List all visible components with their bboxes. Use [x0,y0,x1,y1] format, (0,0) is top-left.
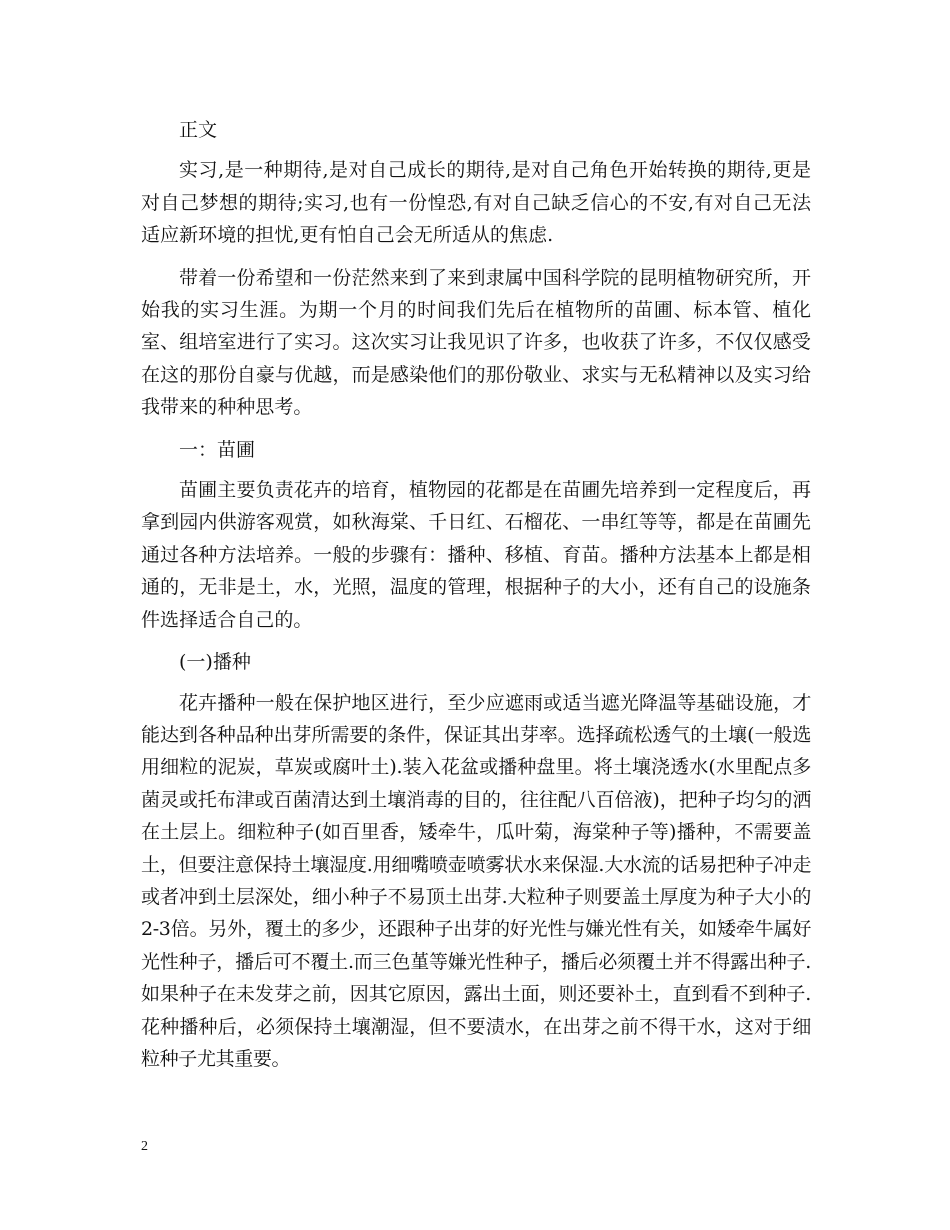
heading-nursery: 一：苗圃 [179,438,256,461]
page-number: 2 [141,1139,148,1154]
paragraph-internship-expectation: 实习,是一种期待,是对自己成长的期待,是对自己角色开始转换的期待,更是对自己梦想的期待;实习,也有一份惶恐,有对自己缺乏信心的不安,有对自己无法适应新环境的担忧,更有怕自己会无所适从的焦虑. [141,159,811,247]
paragraph-internship-intro: 带着一份希望和一份茫然来到了来到隶属中国科学院的昆明植物研究所，开始我的实习生涯。为期一个月的时间我们先后在植物所的苗圃、标本管、植化室、组培室进行了实习。这次实习让我见识了许多，也收获了许多，不仅仅感受在这的那份自豪与优越，而是感染他们的那份敬业、求实与无私精神以及实习给我带来的种种思考。 [141,266,811,419]
paragraph-nursery: 苗圃主要负责花卉的培育，植物园的花都是在苗圃先培养到一定程度后，再拿到园内供游客观赏，如秋海棠、千日红、石榴花、一串红等等，都是在苗圃先通过各种方法培养。一般的步骤有：播种、移植、育苗。播种方法基本上都是相通的，无非是土，水，光照，温度的管理，根据种子的大小，还有自己的设施条件选择适合自己的。 [141,479,811,631]
section-label: 正文 [179,119,218,141]
paragraph-sowing: 花卉播种一般在保护地区进行，至少应遮雨或适当遮光降温等基础设施，才能达到各种品种出芽所需要的条件，保证其出芽率。选择疏松透气的土壤(一般选用细粒的泥炭，草炭或腐叶土).装入花盆或播种盘里。将土壤浇透水(水里配点多菌灵或托布津或百菌清达到土壤消毒的目的，往往配八百倍液)，把种子均匀的洒在土层上。细粒种子(如百里香，矮牵牛，瓜叶菊，海棠种子等)播种，不需要盖土，但要注意保持土壤湿度.用细嘴喷壶喷雾状水来保湿.大水流的话易把种子冲走或者冲到土层深处，细小种子不易顶土出芽.大粒种子则要盖土厚度为种子大小的2-3倍。另外，覆土的多少，还跟种子出芽的好光性与嫌光性有关，如矮牵牛属好光性种子，播后可不覆土.而三色堇等嫌光性种子，播后必须覆土并不得露出种子.如果种子在未发芽之前，因其它原因，露出土面，则还要补土，直到看不到种子.花种播种后，必须保持土壤潮湿，但不要渍水，在出芽之前不得干水，这对于细粒种子尤其重要。 [141,691,811,1070]
heading-sowing: (一)播种 [179,651,251,674]
page-body [141,114,811,1085]
